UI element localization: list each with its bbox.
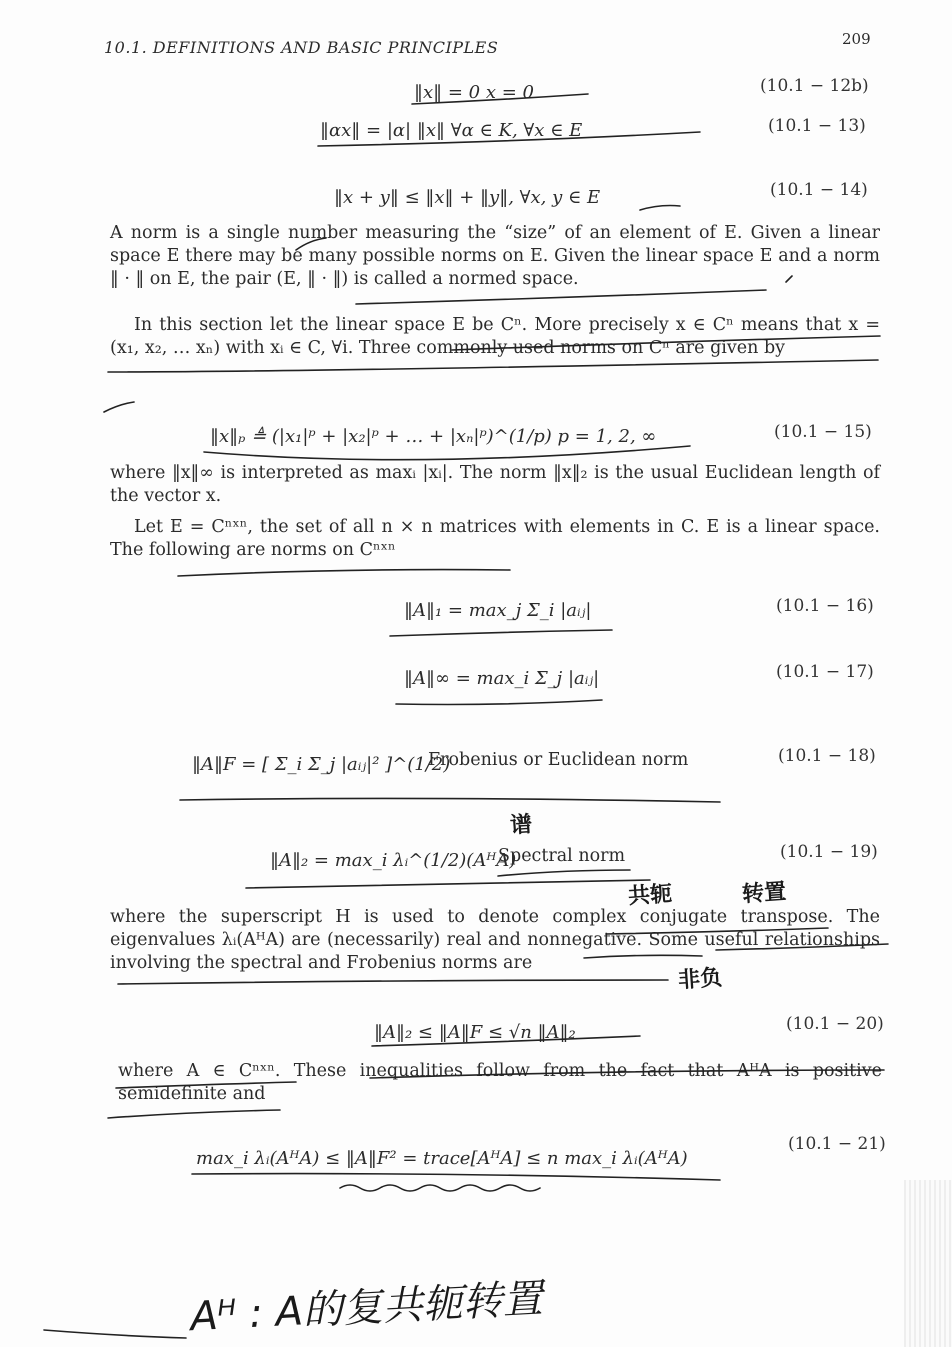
equation-label-15: (10.1 − 15) <box>774 422 872 442</box>
handwritten-note-conjugate: 共轭 <box>627 881 673 910</box>
paragraph-matrix-norms: Let E = Cⁿˣⁿ, the set of all n × n matrices with elements in C. E is a linear space. The following are norms on Cⁿˣⁿ <box>110 517 880 560</box>
equation-14: ‖x + y‖ ≤ ‖x‖ + ‖y‖, ∀x, y ∈ E <box>334 187 601 208</box>
equation-label-21: (10.1 − 21) <box>788 1134 886 1154</box>
equation-20: ‖A‖₂ ≤ ‖A‖F ≤ √n ‖A‖₂ <box>374 1022 576 1043</box>
spectral-annotation: Spectral norm <box>498 846 626 866</box>
equation-17: ‖A‖∞ = max_i Σ_j |aᵢⱼ| <box>404 668 600 689</box>
underline-eq-16 <box>390 630 612 636</box>
handwritten-note-spectral: 谱 <box>509 812 534 839</box>
underline-relationships <box>118 980 668 984</box>
scan-edge-shadow <box>904 1180 952 1347</box>
equation-label-13: (10.1 − 13) <box>768 116 866 136</box>
equation-label-17: (10.1 − 17) <box>776 662 874 682</box>
scan-mark-bottom-left <box>44 1330 186 1338</box>
underline-eq-21-wavy <box>340 1185 540 1191</box>
handwritten-note-transpose: 转置 <box>741 879 787 908</box>
underline-eq-17 <box>396 700 602 705</box>
underline-eq-21-a <box>192 1174 720 1180</box>
equation-label-19: (10.1 − 19) <box>780 842 878 862</box>
paragraph-normed-space: A norm is a single number measuring the “size” of an element of E. Given a linear space E there may be many possible norms on E. Given the linear space E and a norm ‖ · ‖ on E, the pair (E, ‖ · ‖) is called a normed space. <box>110 223 880 289</box>
underline-given <box>108 360 878 372</box>
page-number: 209 <box>842 30 871 48</box>
frobenius-annotation: Frobenius or Euclidean norm <box>428 750 689 770</box>
equation-19: ‖A‖₂ = max_i λᵢ^(1/2)(AᴴA) <box>270 850 517 871</box>
equation-label-18: (10.1 − 18) <box>778 746 876 766</box>
underline-following <box>178 570 510 576</box>
paragraph-euclidean-length: where ‖x‖∞ is interpreted as maxᵢ |xᵢ|. The norm ‖x‖₂ is the usual Euclidean length of the vector x. <box>110 463 880 506</box>
equation-15: ‖x‖ₚ ≜ (|x₁|ᵖ + |x₂|ᵖ + … + |xₙ|ᵖ)^(1/p) p = 1, 2, ∞ <box>210 426 657 447</box>
running-header: 10.1. DEFINITIONS AND BASIC PRINCIPLES <box>104 38 499 57</box>
paragraph-conjugate-transpose: where the superscript H is used to denote complex conjugate transpose. The eigenvalues λᵢ(AᴴA) are (necessarily) real and nonnegative. Some useful relationships involving the spectral and Frobenius norms are <box>110 907 880 973</box>
paragraph-cn-norms: In this section let the linear space E be Cⁿ. More precisely x ∈ Cⁿ means that x = (x₁, x₂, … xₙ) with xᵢ ∈ C, ∀i. Three commonly used norms on Cⁿ are given by <box>110 315 880 358</box>
equation-label-20: (10.1 − 20) <box>786 1014 884 1034</box>
equation-16: ‖A‖₁ = max_j Σ_i |aᵢⱼ| <box>404 600 592 621</box>
underline-eq-15 <box>204 446 690 460</box>
equation-label-14: (10.1 − 14) <box>770 180 868 200</box>
equation-18: ‖A‖F = [ Σ_i Σ_j |aᵢⱼ|² ]^(1/2) <box>192 754 451 775</box>
equation-21: max_i λᵢ(AᴴA) ≤ ‖A‖F² = trace[AᴴA] ≤ n max_i λᵢ(AᴴA) <box>196 1148 688 1169</box>
underline-semidefinite <box>108 1110 280 1118</box>
underline-eq-19 <box>246 880 650 888</box>
equation-label-12b: (10.1 − 12b) <box>760 76 869 96</box>
underline-eq-14 <box>640 206 680 211</box>
underline-normed-space <box>356 290 766 304</box>
equation-12b: ‖x‖ = 0 x = 0 <box>414 82 534 103</box>
paragraph-positive-semidefinite: where A ∈ Cⁿˣⁿ. These inequalities follow from the fact that AᴴA is positive semidefinite and <box>118 1061 882 1104</box>
equation-13: ‖αx‖ = |α| ‖x‖ ∀α ∈ K, ∀x ∈ E <box>320 120 583 141</box>
underline-spectral-norm <box>498 870 630 876</box>
underline-eq-18 <box>180 798 720 802</box>
underline-by <box>104 402 134 412</box>
equation-label-16: (10.1 − 16) <box>776 596 874 616</box>
handwritten-bottom-note: Aᴴ : A的复共轭转置 <box>189 1275 544 1341</box>
handwritten-note-nonnegative: 非负 <box>677 965 723 994</box>
